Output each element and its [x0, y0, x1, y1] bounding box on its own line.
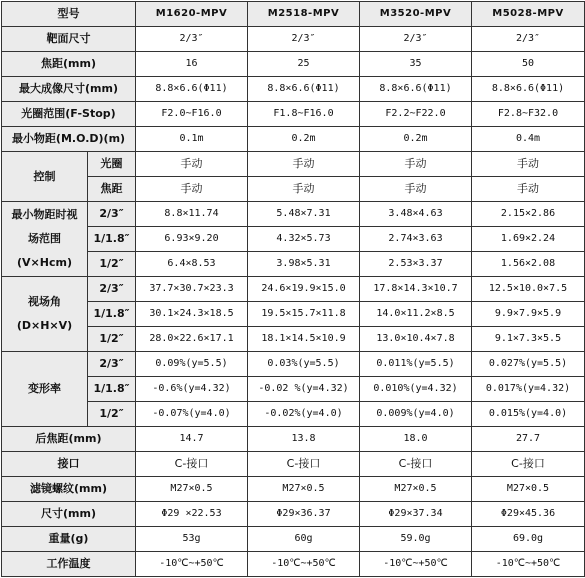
view-angle-label — [2, 277, 88, 352]
min-distance-field-of-view-row — [2, 202, 585, 227]
spec-value-cell: 2/3″ — [248, 27, 360, 52]
spec-row-filter — [2, 477, 585, 502]
distortion-sub-label: 1/1.8″ — [88, 377, 136, 402]
spec-value-cell: 0.015%(y=4.0) — [472, 402, 585, 427]
distortion-sub-label: 1/2″ — [88, 402, 136, 427]
min-distance-field-of-view-row — [2, 227, 585, 252]
view-angle-label-line: 视场角 — [28, 295, 61, 308]
spec-label: 最小物距(M.O.D)(m) — [2, 127, 136, 152]
spec-value-cell: Φ29×45.36 — [472, 502, 585, 527]
spec-label: 靶面尺寸 — [2, 27, 136, 52]
spec-value-cell: 18.0 — [360, 427, 472, 452]
spec-value-cell: -0.07%(y=4.0) — [136, 402, 248, 427]
control-row — [2, 177, 585, 202]
spec-value-cell: 8.8×6.6(Φ11) — [248, 77, 360, 102]
model-name-header: M2518-MPV — [248, 2, 360, 27]
spec-value-cell: 0.010%(y=4.32) — [360, 377, 472, 402]
spec-value-cell: 0.1m — [136, 127, 248, 152]
spec-value-cell: F1.8~F16.0 — [248, 102, 360, 127]
spec-value-cell: M27×0.5 — [472, 477, 585, 502]
spec-value-cell: 0.03%(y=5.5) — [248, 352, 360, 377]
view-angle-row — [2, 277, 585, 302]
spec-value-cell: 14.0×11.2×8.5 — [360, 302, 472, 327]
distortion-row — [2, 402, 585, 427]
model-name-header: M1620-MPV — [136, 2, 248, 27]
spec-value-cell: 17.8×14.3×10.7 — [360, 277, 472, 302]
spec-row-mod — [2, 127, 585, 152]
spec-label: 尺寸(mm) — [2, 502, 136, 527]
spec-value-cell: 1.69×2.24 — [472, 227, 585, 252]
model-name-header: M5028-MPV — [472, 2, 585, 27]
spec-value-cell: -10℃~+50℃ — [360, 552, 472, 577]
control-label: 控制 — [2, 152, 88, 202]
spec-value-cell: 2.15×2.86 — [472, 202, 585, 227]
spec-row-back_focal — [2, 427, 585, 452]
spec-value-cell: -10℃~+50℃ — [248, 552, 360, 577]
distortion-row — [2, 377, 585, 402]
spec-value-cell: -0.6%(y=4.32) — [136, 377, 248, 402]
spec-value-cell: 27.7 — [472, 427, 585, 452]
spec-value-cell: -0.02%(y=4.0) — [248, 402, 360, 427]
spec-label: 光圈范围(F-Stop) — [2, 102, 136, 127]
spec-row-temp — [2, 552, 585, 577]
spec-value-cell: 手动 — [136, 152, 248, 177]
spec-value-cell: 8.8×6.6(Φ11) — [360, 77, 472, 102]
spec-value-cell: 8.8×6.6(Φ11) — [136, 77, 248, 102]
view-angle-sub-label: 1/1.8″ — [88, 302, 136, 327]
spec-row-focal — [2, 52, 585, 77]
distortion-label: 变形率 — [2, 352, 88, 427]
spec-value-cell: 9.1×7.3×5.5 — [472, 327, 585, 352]
spec-value-cell: 13.0×10.4×7.8 — [360, 327, 472, 352]
lens-spec-table — [1, 1, 585, 577]
spec-value-cell: 3.98×5.31 — [248, 252, 360, 277]
min-distance-field-of-view-label — [2, 202, 88, 277]
spec-value-cell: 手动 — [472, 152, 585, 177]
spec-value-cell: 手动 — [360, 177, 472, 202]
spec-value-cell: 2/3″ — [472, 27, 585, 52]
min-distance-field-of-view-label-line: 最小物距时视 — [11, 208, 78, 221]
spec-value-cell: 69.0g — [472, 527, 585, 552]
spec-value-cell: Φ29×37.34 — [360, 502, 472, 527]
spec-value-cell: 14.7 — [136, 427, 248, 452]
spec-value-cell: 0.09%(y=5.5) — [136, 352, 248, 377]
spec-value-cell: -10℃~+50℃ — [472, 552, 585, 577]
spec-value-cell: 手动 — [248, 152, 360, 177]
spec-value-cell: 2/3″ — [136, 27, 248, 52]
spec-value-cell: 2.53×3.37 — [360, 252, 472, 277]
spec-value-cell: C-接口 — [472, 452, 585, 477]
min-distance-field-of-view-sub-label: 2/3″ — [88, 202, 136, 227]
control-row — [2, 152, 585, 177]
spec-label: 最大成像尺寸(mm) — [2, 77, 136, 102]
distortion-row — [2, 352, 585, 377]
spec-value-cell: 手动 — [136, 177, 248, 202]
spec-value-cell: F2.2~F22.0 — [360, 102, 472, 127]
spec-value-cell: M27×0.5 — [360, 477, 472, 502]
spec-value-cell: F2.0~F16.0 — [136, 102, 248, 127]
spec-row-weight — [2, 527, 585, 552]
spec-value-cell: 50 — [472, 52, 585, 77]
spec-value-cell: 0.4m — [472, 127, 585, 152]
spec-value-cell: 0.011%(y=5.5) — [360, 352, 472, 377]
view-angle-sub-label: 1/2″ — [88, 327, 136, 352]
spec-row-aperture — [2, 102, 585, 127]
spec-value-cell: C-接口 — [360, 452, 472, 477]
spec-value-cell: 59.0g — [360, 527, 472, 552]
spec-value-cell: 8.8×11.74 — [136, 202, 248, 227]
spec-value-cell: Φ29 ×22.53 — [136, 502, 248, 527]
spec-label: 焦距(mm) — [2, 52, 136, 77]
spec-value-cell: 0.2m — [360, 127, 472, 152]
model-header-label: 型号 — [2, 2, 136, 27]
spec-value-cell: 37.7×30.7×23.3 — [136, 277, 248, 302]
view-angle-sub-label: 2/3″ — [88, 277, 136, 302]
spec-value-cell: 19.5×15.7×11.8 — [248, 302, 360, 327]
spec-value-cell: F2.8~F32.0 — [472, 102, 585, 127]
spec-row-format — [2, 27, 585, 52]
spec-value-cell: 0.027%(y=5.5) — [472, 352, 585, 377]
spec-value-cell: M27×0.5 — [248, 477, 360, 502]
spec-value-cell: 手动 — [248, 177, 360, 202]
spec-value-cell: 12.5×10.0×7.5 — [472, 277, 585, 302]
spec-label: 后焦距(mm) — [2, 427, 136, 452]
spec-label: 工作温度 — [2, 552, 136, 577]
spec-value-cell: C-接口 — [136, 452, 248, 477]
spec-value-cell: -10℃~+50℃ — [136, 552, 248, 577]
spec-value-cell: 2.74×3.63 — [360, 227, 472, 252]
spec-value-cell: 手动 — [472, 177, 585, 202]
spec-label: 滤镜螺纹(mm) — [2, 477, 136, 502]
control-sub-label: 焦距 — [88, 177, 136, 202]
spec-value-cell: 4.32×5.73 — [248, 227, 360, 252]
spec-value-cell: 6.4×8.53 — [136, 252, 248, 277]
spec-value-cell: 24.6×19.9×15.0 — [248, 277, 360, 302]
min-distance-field-of-view-sub-label: 1/2″ — [88, 252, 136, 277]
spec-value-cell: 0.2m — [248, 127, 360, 152]
min-distance-field-of-view-row — [2, 252, 585, 277]
spec-row-max_image — [2, 77, 585, 102]
spec-value-cell: 0.017%(y=4.32) — [472, 377, 585, 402]
control-sub-label: 光圈 — [88, 152, 136, 177]
spec-value-cell: 3.48×4.63 — [360, 202, 472, 227]
header-row — [2, 2, 585, 27]
min-distance-field-of-view-label-line: (V×Hcm) — [17, 256, 72, 269]
spec-value-cell: M27×0.5 — [136, 477, 248, 502]
spec-value-cell: Φ29×36.37 — [248, 502, 360, 527]
spec-value-cell: 8.8×6.6(Φ11) — [472, 77, 585, 102]
spec-value-cell: 18.1×14.5×10.9 — [248, 327, 360, 352]
spec-value-cell: 28.0×22.6×17.1 — [136, 327, 248, 352]
spec-value-cell: 手动 — [360, 152, 472, 177]
view-angle-label-line: (D×H×V) — [16, 319, 73, 332]
spec-value-cell: 1.56×2.08 — [472, 252, 585, 277]
model-name-header: M3520-MPV — [360, 2, 472, 27]
distortion-sub-label: 2/3″ — [88, 352, 136, 377]
spec-value-cell: 30.1×24.3×18.5 — [136, 302, 248, 327]
spec-row-mount — [2, 452, 585, 477]
view-angle-row — [2, 327, 585, 352]
spec-value-cell: -0.02 %(y=4.32) — [248, 377, 360, 402]
view-angle-row — [2, 302, 585, 327]
spec-value-cell: 6.93×9.20 — [136, 227, 248, 252]
spec-value-cell: 53g — [136, 527, 248, 552]
spec-row-dimension — [2, 502, 585, 527]
spec-value-cell: 16 — [136, 52, 248, 77]
spec-value-cell: 2/3″ — [360, 27, 472, 52]
spec-value-cell: 9.9×7.9×5.9 — [472, 302, 585, 327]
spec-value-cell: 60g — [248, 527, 360, 552]
min-distance-field-of-view-sub-label: 1/1.8″ — [88, 227, 136, 252]
spec-value-cell: 25 — [248, 52, 360, 77]
spec-value-cell: C-接口 — [248, 452, 360, 477]
spec-value-cell: 13.8 — [248, 427, 360, 452]
spec-value-cell: 5.48×7.31 — [248, 202, 360, 227]
spec-label: 接口 — [2, 452, 136, 477]
spec-label: 重量(g) — [2, 527, 136, 552]
spec-value-cell: 35 — [360, 52, 472, 77]
min-distance-field-of-view-label-line: 场范围 — [28, 232, 61, 245]
spec-value-cell: 0.009%(y=4.0) — [360, 402, 472, 427]
